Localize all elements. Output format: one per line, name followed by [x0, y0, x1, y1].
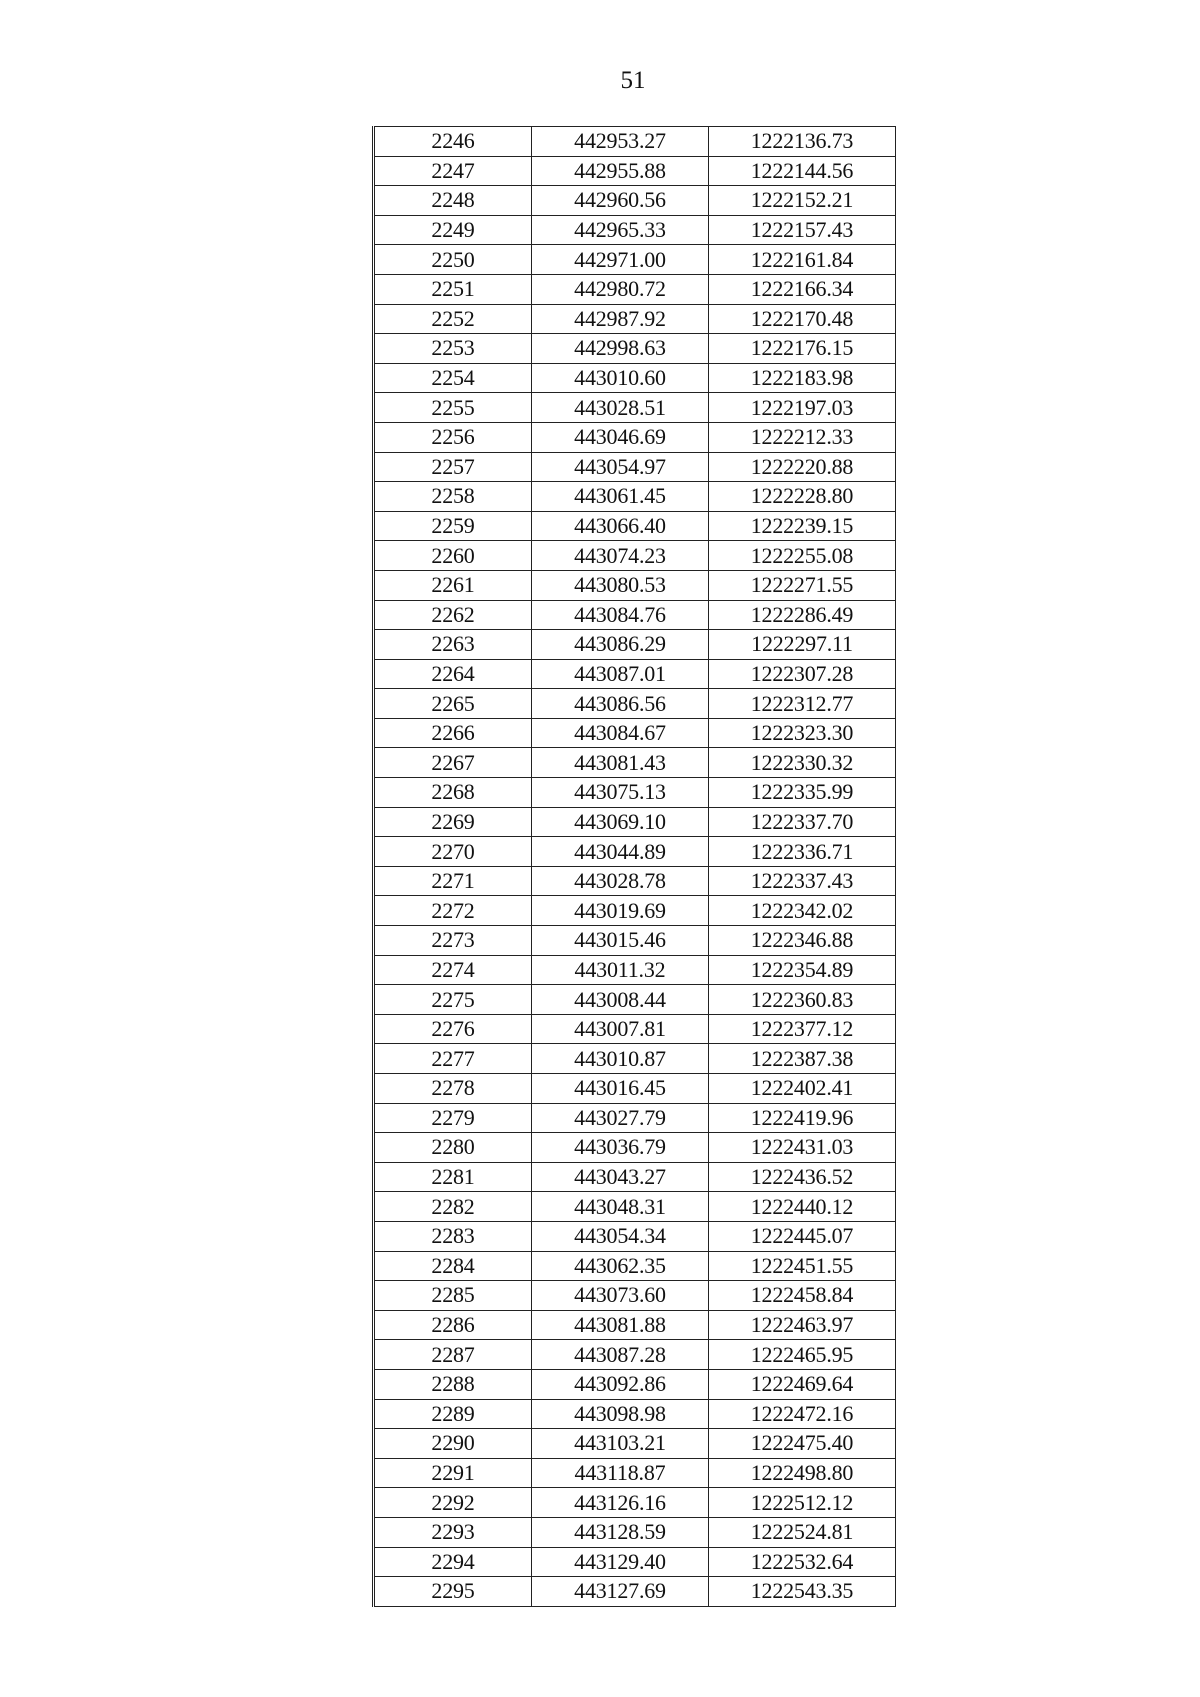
x-coordinate-cell: 443010.87 — [532, 1044, 709, 1074]
y-coordinate-cell: 1222323.30 — [709, 718, 896, 748]
point-number-cell: 2291 — [374, 1458, 532, 1488]
x-coordinate-cell: 443084.67 — [532, 718, 709, 748]
y-coordinate-cell: 1222212.33 — [709, 422, 896, 452]
y-coordinate-cell: 1222286.49 — [709, 600, 896, 630]
y-coordinate-cell: 1222255.08 — [709, 541, 896, 571]
table-row — [374, 334, 896, 364]
table-row — [374, 1547, 896, 1577]
table-row — [374, 1162, 896, 1192]
table-row — [374, 1310, 896, 1340]
table-row — [374, 570, 896, 600]
table-row — [374, 748, 896, 778]
point-number-cell: 2283 — [374, 1221, 532, 1251]
y-coordinate-cell: 1222498.80 — [709, 1458, 896, 1488]
y-coordinate-cell: 1222337.70 — [709, 807, 896, 837]
x-coordinate-cell: 442987.92 — [532, 304, 709, 334]
x-coordinate-cell: 442998.63 — [532, 334, 709, 364]
y-coordinate-cell: 1222220.88 — [709, 452, 896, 482]
x-coordinate-cell: 443054.97 — [532, 452, 709, 482]
x-coordinate-cell: 443128.59 — [532, 1517, 709, 1547]
x-coordinate-cell: 443126.16 — [532, 1488, 709, 1518]
x-coordinate-cell: 442953.27 — [532, 127, 709, 157]
x-coordinate-cell: 443086.29 — [532, 630, 709, 660]
table-row — [374, 215, 896, 245]
x-coordinate-cell: 443129.40 — [532, 1547, 709, 1577]
y-coordinate-cell: 1222271.55 — [709, 570, 896, 600]
table-row — [374, 245, 896, 275]
table-row — [374, 896, 896, 926]
table-row — [374, 1044, 896, 1074]
table-row — [374, 1488, 896, 1518]
table-row — [374, 1458, 896, 1488]
point-number-cell: 2268 — [374, 778, 532, 808]
table-row — [374, 363, 896, 393]
y-coordinate-cell: 1222445.07 — [709, 1221, 896, 1251]
x-coordinate-cell: 443016.45 — [532, 1074, 709, 1104]
y-coordinate-cell: 1222312.77 — [709, 689, 896, 719]
point-number-cell: 2284 — [374, 1251, 532, 1281]
y-coordinate-cell: 1222337.43 — [709, 866, 896, 896]
y-coordinate-cell: 1222335.99 — [709, 778, 896, 808]
table-row — [374, 1192, 896, 1222]
table-row — [374, 482, 896, 512]
table-row — [374, 807, 896, 837]
point-number-cell: 2258 — [374, 482, 532, 512]
point-number-cell: 2294 — [374, 1547, 532, 1577]
point-number-cell: 2295 — [374, 1577, 532, 1607]
coordinates-table-container — [372, 126, 894, 1607]
x-coordinate-cell: 443087.28 — [532, 1340, 709, 1370]
point-number-cell: 2293 — [374, 1517, 532, 1547]
y-coordinate-cell: 1222342.02 — [709, 896, 896, 926]
y-coordinate-cell: 1222465.95 — [709, 1340, 896, 1370]
point-number-cell: 2257 — [374, 452, 532, 482]
x-coordinate-cell: 443008.44 — [532, 985, 709, 1015]
point-number-cell: 2259 — [374, 511, 532, 541]
table-row — [374, 1340, 896, 1370]
x-coordinate-cell: 443028.78 — [532, 866, 709, 896]
x-coordinate-cell: 443081.43 — [532, 748, 709, 778]
x-coordinate-cell: 443075.13 — [532, 778, 709, 808]
x-coordinate-cell: 443015.46 — [532, 926, 709, 956]
x-coordinate-cell: 443073.60 — [532, 1281, 709, 1311]
x-coordinate-cell: 443043.27 — [532, 1162, 709, 1192]
table-row — [374, 186, 896, 216]
x-coordinate-cell: 442960.56 — [532, 186, 709, 216]
page-number: 51 — [620, 67, 646, 94]
y-coordinate-cell: 1222176.15 — [709, 334, 896, 364]
coordinates-table — [372, 126, 896, 1607]
point-number-cell: 2287 — [374, 1340, 532, 1370]
x-coordinate-cell: 443027.79 — [532, 1103, 709, 1133]
x-coordinate-cell: 443019.69 — [532, 896, 709, 926]
x-coordinate-cell: 443074.23 — [532, 541, 709, 571]
table-row — [374, 1517, 896, 1547]
x-coordinate-cell: 442971.00 — [532, 245, 709, 275]
point-number-cell: 2262 — [374, 600, 532, 630]
x-coordinate-cell: 443092.86 — [532, 1369, 709, 1399]
x-coordinate-cell: 443066.40 — [532, 511, 709, 541]
point-number-cell: 2279 — [374, 1103, 532, 1133]
point-number-cell: 2285 — [374, 1281, 532, 1311]
y-coordinate-cell: 1222387.38 — [709, 1044, 896, 1074]
x-coordinate-cell: 443046.69 — [532, 422, 709, 452]
x-coordinate-cell: 443118.87 — [532, 1458, 709, 1488]
point-number-cell: 2282 — [374, 1192, 532, 1222]
point-number-cell: 2260 — [374, 541, 532, 571]
x-coordinate-cell: 442980.72 — [532, 274, 709, 304]
x-coordinate-cell: 443086.56 — [532, 689, 709, 719]
y-coordinate-cell: 1222166.34 — [709, 274, 896, 304]
x-coordinate-cell: 443061.45 — [532, 482, 709, 512]
y-coordinate-cell: 1222136.73 — [709, 127, 896, 157]
y-coordinate-cell: 1222402.41 — [709, 1074, 896, 1104]
y-coordinate-cell: 1222419.96 — [709, 1103, 896, 1133]
point-number-cell: 2288 — [374, 1369, 532, 1399]
y-coordinate-cell: 1222297.11 — [709, 630, 896, 660]
x-coordinate-cell: 443007.81 — [532, 1014, 709, 1044]
point-number-cell: 2272 — [374, 896, 532, 926]
point-number-cell: 2274 — [374, 955, 532, 985]
table-row — [374, 1103, 896, 1133]
table-row — [374, 393, 896, 423]
point-number-cell: 2276 — [374, 1014, 532, 1044]
y-coordinate-cell: 1222354.89 — [709, 955, 896, 985]
point-number-cell: 2290 — [374, 1429, 532, 1459]
x-coordinate-cell: 443069.10 — [532, 807, 709, 837]
x-coordinate-cell: 443087.01 — [532, 659, 709, 689]
x-coordinate-cell: 443054.34 — [532, 1221, 709, 1251]
point-number-cell: 2280 — [374, 1133, 532, 1163]
y-coordinate-cell: 1222336.71 — [709, 837, 896, 867]
table-row — [374, 304, 896, 334]
y-coordinate-cell: 1222472.16 — [709, 1399, 896, 1429]
y-coordinate-cell: 1222152.21 — [709, 186, 896, 216]
y-coordinate-cell: 1222532.64 — [709, 1547, 896, 1577]
x-coordinate-cell: 443084.76 — [532, 600, 709, 630]
point-number-cell: 2281 — [374, 1162, 532, 1192]
table-row — [374, 1369, 896, 1399]
point-number-cell: 2286 — [374, 1310, 532, 1340]
x-coordinate-cell: 443098.98 — [532, 1399, 709, 1429]
x-coordinate-cell: 443103.21 — [532, 1429, 709, 1459]
table-row — [374, 600, 896, 630]
y-coordinate-cell: 1222543.35 — [709, 1577, 896, 1607]
x-coordinate-cell: 443011.32 — [532, 955, 709, 985]
y-coordinate-cell: 1222524.81 — [709, 1517, 896, 1547]
x-coordinate-cell: 443010.60 — [532, 363, 709, 393]
table-row — [374, 1281, 896, 1311]
table-row — [374, 452, 896, 482]
table-row — [374, 659, 896, 689]
point-number-cell: 2256 — [374, 422, 532, 452]
point-number-cell: 2273 — [374, 926, 532, 956]
point-number-cell: 2252 — [374, 304, 532, 334]
y-coordinate-cell: 1222161.84 — [709, 245, 896, 275]
point-number-cell: 2263 — [374, 630, 532, 660]
table-row — [374, 1133, 896, 1163]
x-coordinate-cell: 443080.53 — [532, 570, 709, 600]
point-number-cell: 2251 — [374, 274, 532, 304]
y-coordinate-cell: 1222228.80 — [709, 482, 896, 512]
y-coordinate-cell: 1222307.28 — [709, 659, 896, 689]
table-row — [374, 511, 896, 541]
x-coordinate-cell: 443081.88 — [532, 1310, 709, 1340]
point-number-cell: 2277 — [374, 1044, 532, 1074]
y-coordinate-cell: 1222512.12 — [709, 1488, 896, 1518]
point-number-cell: 2278 — [374, 1074, 532, 1104]
y-coordinate-cell: 1222469.64 — [709, 1369, 896, 1399]
point-number-cell: 2250 — [374, 245, 532, 275]
y-coordinate-cell: 1222170.48 — [709, 304, 896, 334]
point-number-cell: 2249 — [374, 215, 532, 245]
point-number-cell: 2275 — [374, 985, 532, 1015]
x-coordinate-cell: 442955.88 — [532, 156, 709, 186]
table-row — [374, 778, 896, 808]
y-coordinate-cell: 1222330.32 — [709, 748, 896, 778]
point-number-cell: 2247 — [374, 156, 532, 186]
x-coordinate-cell: 443044.89 — [532, 837, 709, 867]
y-coordinate-cell: 1222377.12 — [709, 1014, 896, 1044]
y-coordinate-cell: 1222440.12 — [709, 1192, 896, 1222]
point-number-cell: 2271 — [374, 866, 532, 896]
x-coordinate-cell: 443028.51 — [532, 393, 709, 423]
point-number-cell: 2261 — [374, 570, 532, 600]
x-coordinate-cell: 443127.69 — [532, 1577, 709, 1607]
table-row — [374, 926, 896, 956]
table-row — [374, 1399, 896, 1429]
y-coordinate-cell: 1222475.40 — [709, 1429, 896, 1459]
table-row — [374, 955, 896, 985]
y-coordinate-cell: 1222431.03 — [709, 1133, 896, 1163]
y-coordinate-cell: 1222360.83 — [709, 985, 896, 1015]
table-row — [374, 1429, 896, 1459]
table-row — [374, 1251, 896, 1281]
point-number-cell: 2292 — [374, 1488, 532, 1518]
x-coordinate-cell: 442965.33 — [532, 215, 709, 245]
x-coordinate-cell: 443048.31 — [532, 1192, 709, 1222]
point-number-cell: 2246 — [374, 127, 532, 157]
point-number-cell: 2270 — [374, 837, 532, 867]
table-row — [374, 1074, 896, 1104]
y-coordinate-cell: 1222463.97 — [709, 1310, 896, 1340]
point-number-cell: 2254 — [374, 363, 532, 393]
table-row — [374, 1221, 896, 1251]
y-coordinate-cell: 1222183.98 — [709, 363, 896, 393]
point-number-cell: 2255 — [374, 393, 532, 423]
table-row — [374, 837, 896, 867]
point-number-cell: 2264 — [374, 659, 532, 689]
y-coordinate-cell: 1222197.03 — [709, 393, 896, 423]
table-row — [374, 630, 896, 660]
table-row — [374, 718, 896, 748]
table-row — [374, 1577, 896, 1607]
table-row — [374, 274, 896, 304]
y-coordinate-cell: 1222436.52 — [709, 1162, 896, 1192]
table-row — [374, 156, 896, 186]
point-number-cell: 2248 — [374, 186, 532, 216]
table-row — [374, 127, 896, 157]
table-row — [374, 985, 896, 1015]
y-coordinate-cell: 1222239.15 — [709, 511, 896, 541]
point-number-cell: 2265 — [374, 689, 532, 719]
table-row — [374, 1014, 896, 1044]
coordinates-table-body — [374, 127, 896, 1607]
point-number-cell: 2269 — [374, 807, 532, 837]
table-row — [374, 689, 896, 719]
point-number-cell: 2253 — [374, 334, 532, 364]
table-row — [374, 422, 896, 452]
point-number-cell: 2289 — [374, 1399, 532, 1429]
table-row — [374, 541, 896, 571]
table-row — [374, 866, 896, 896]
x-coordinate-cell: 443036.79 — [532, 1133, 709, 1163]
y-coordinate-cell: 1222458.84 — [709, 1281, 896, 1311]
point-number-cell: 2266 — [374, 718, 532, 748]
y-coordinate-cell: 1222144.56 — [709, 156, 896, 186]
y-coordinate-cell: 1222157.43 — [709, 215, 896, 245]
x-coordinate-cell: 443062.35 — [532, 1251, 709, 1281]
y-coordinate-cell: 1222451.55 — [709, 1251, 896, 1281]
point-number-cell: 2267 — [374, 748, 532, 778]
y-coordinate-cell: 1222346.88 — [709, 926, 896, 956]
